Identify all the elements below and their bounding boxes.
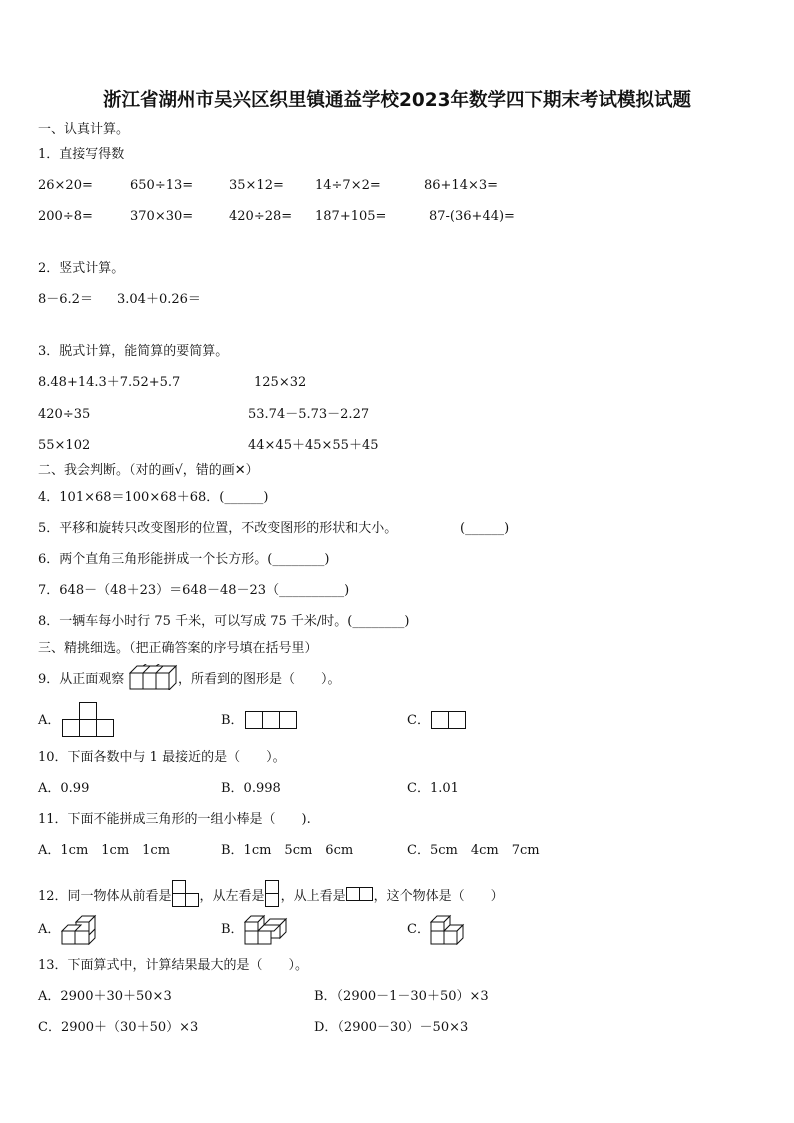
q3-label: 3．脱式计算，能简算的要简算。 xyxy=(38,344,229,359)
q1-item: 200÷8= xyxy=(38,209,93,224)
q9-option-a-shape[interactable] xyxy=(62,702,115,738)
left-view-figure xyxy=(265,880,281,913)
q1-item: 87-(36+44)= xyxy=(429,209,515,224)
q1-item: 650÷13= xyxy=(130,178,194,193)
q12-option-c-cubes[interactable] xyxy=(430,911,468,945)
q7-text: 7．648－（48＋23）＝648－48－23（__________) xyxy=(38,583,350,598)
q3-item: 125×32 xyxy=(254,375,307,390)
q10-option-b[interactable]: B．0.998 xyxy=(221,781,281,796)
q9-stem-end: ，所看到的图形是（ ）。 xyxy=(178,672,341,687)
q2-item: 8－6.2＝ xyxy=(38,292,93,307)
q5-answer-blank[interactable]: (______) xyxy=(460,521,510,536)
q12-stem xyxy=(38,880,504,913)
q9-option-c-shape[interactable] xyxy=(431,711,467,730)
q12-option-a-cubes[interactable] xyxy=(61,911,97,945)
q9-stem-start: 9．从正面观察 xyxy=(38,672,125,687)
q1-item: 14÷7×2= xyxy=(315,178,381,193)
q12-stem-part2: ，从左看是 xyxy=(199,889,265,904)
q1-label: 1．直接写得数 xyxy=(38,147,125,162)
front-view-figure xyxy=(172,880,200,913)
cube-row-figure xyxy=(129,664,177,690)
q1-item: 26×20= xyxy=(38,178,93,193)
q13-stem: 13．下面算式中，计算结果最大的是（ ）。 xyxy=(38,958,309,973)
q3-item: 8.48+14.3＋7.52+5.7 xyxy=(38,375,181,390)
section-3-heading: 三、精挑细选。（把正确答案的序号填在括号里） xyxy=(38,641,318,656)
q12-stem-part1: 12．同一物体从前看是 xyxy=(38,889,172,904)
q1-item: 420÷28= xyxy=(229,209,293,224)
q6-text: 6．两个直角三角形能拼成一个长方形。(________) xyxy=(38,552,330,567)
q10-option-a[interactable]: A．0.99 xyxy=(38,781,90,796)
q11-stem: 11．下面不能拼成三角形的一组小棒是（ ). xyxy=(38,812,311,827)
q11-option-c[interactable]: C．5cm 4cm 7cm xyxy=(407,843,540,858)
page-title: 浙江省湖州市吴兴区织里镇通益学校2023年数学四下期末考试模拟试题 xyxy=(103,90,691,111)
q12-stem-part4: ，这个物体是（ ） xyxy=(373,889,504,904)
q1-item: 35×12= xyxy=(229,178,284,193)
q9-option-b-shape[interactable] xyxy=(245,711,299,730)
q11-option-b[interactable]: B．1cm 5cm 6cm xyxy=(221,843,354,858)
q5-text: 5．平移和旋转只改变图形的位置，不改变图形的形状和大小。 xyxy=(38,521,398,536)
q12-stem-part3: ，从上看是 xyxy=(280,889,346,904)
section-1-heading: 一、认真计算。 xyxy=(38,122,130,137)
section-2-heading: 二、我会判断。（对的画√，错的画✕） xyxy=(38,463,259,478)
q8-text: 8．一辆车每小时行 75 千米，可以写成 75 千米/时。(________) xyxy=(38,614,410,629)
q3-item: 44×45＋45×55＋45 xyxy=(248,438,379,453)
q11-option-a[interactable]: A．1cm 1cm 1cm xyxy=(38,843,171,858)
q3-item: 420÷35 xyxy=(38,407,91,422)
q1-item: 86+14×3= xyxy=(424,178,499,193)
q9-option-a-label[interactable]: A． xyxy=(38,713,61,728)
q12-option-b-cubes[interactable] xyxy=(244,911,288,945)
q2-item: 3.04＋0.26＝ xyxy=(117,292,201,307)
q2-label: 2．竖式计算。 xyxy=(38,261,125,276)
top-view-figure xyxy=(346,887,374,907)
q9-option-c-label[interactable]: C． xyxy=(407,713,430,728)
q3-item: 53.74－5.73－2.27 xyxy=(248,407,370,422)
q13-option-b[interactable]: B．（2900－1－30＋50）×3 xyxy=(314,989,489,1004)
q12-option-c-label[interactable]: C． xyxy=(407,922,430,937)
q4-text: 4．101×68＝100×68＋68．(______) xyxy=(38,490,269,505)
q9-option-b-label[interactable]: B． xyxy=(221,713,244,728)
q13-option-c[interactable]: C．2900＋（30＋50）×3 xyxy=(38,1020,199,1035)
q12-option-a-label[interactable]: A． xyxy=(38,922,61,937)
q10-option-c[interactable]: C．1.01 xyxy=(407,781,459,796)
q13-option-d[interactable]: D．（2900－30）－50×3 xyxy=(314,1020,469,1035)
q1-item: 187+105= xyxy=(315,209,387,224)
q3-item: 55×102 xyxy=(38,438,91,453)
q10-stem: 10．下面各数中与 1 最接近的是（ ）。 xyxy=(38,750,286,765)
q12-option-b-label[interactable]: B． xyxy=(221,922,244,937)
q13-option-a[interactable]: A．2900＋30＋50×3 xyxy=(38,989,172,1004)
q1-item: 370×30= xyxy=(130,209,194,224)
